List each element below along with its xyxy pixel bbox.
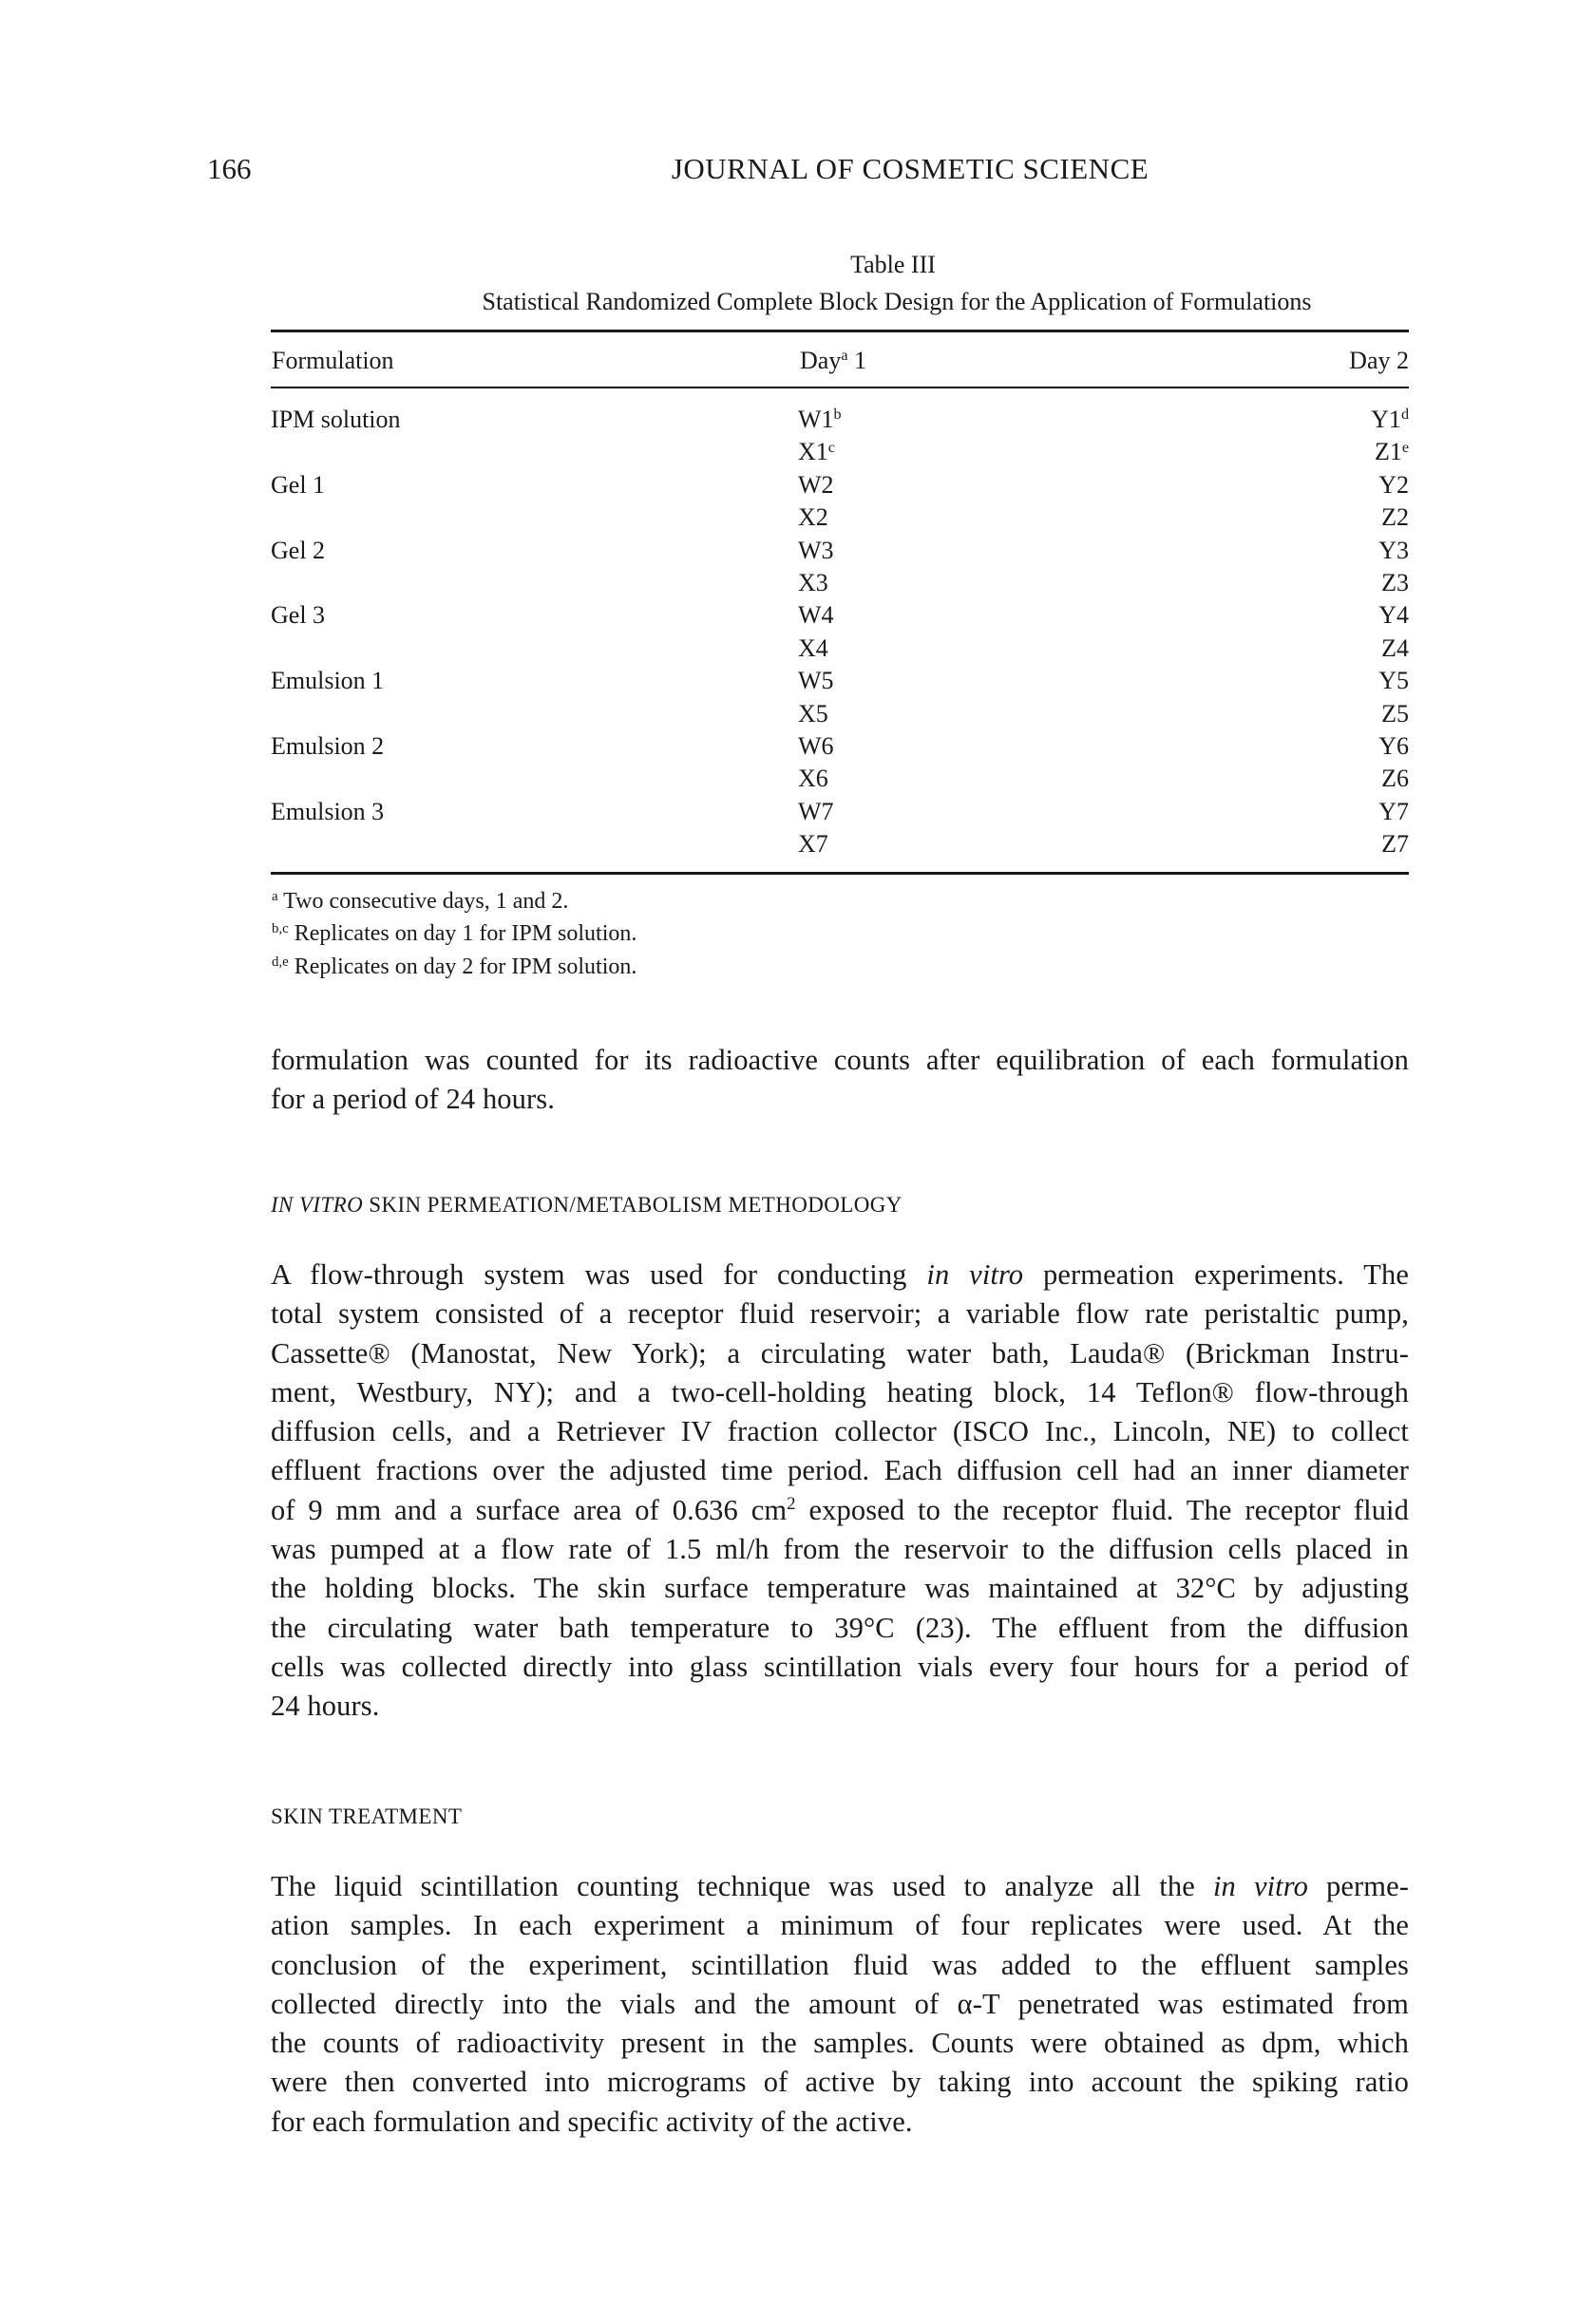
table-row — [271, 535, 1409, 567]
cell-day2: Z7 — [1381, 830, 1409, 859]
cell-day1: W6 — [798, 731, 834, 760]
table-row — [271, 501, 1409, 534]
table-row — [271, 469, 1409, 501]
cell-formulation: Gel 3 — [271, 601, 326, 630]
footnote-mark-a: a — [841, 348, 848, 365]
cell-day1: X1$^c$ — [798, 438, 835, 466]
cell-day1: X3 — [798, 568, 828, 596]
table-footnote-a: $^a$ Two consecutive days, 1 and 2. — [272, 888, 569, 914]
table-row — [271, 633, 1409, 665]
cell-day2: Z4 — [1381, 633, 1409, 662]
cell-day1: W4 — [798, 601, 834, 630]
cell-day2: Z5 — [1381, 699, 1409, 727]
table-caption-text: Statistical Randomized Complete Block Design for the Application of Formulations — [482, 288, 1312, 315]
cell-day2: Z1e — [1374, 438, 1409, 466]
cell-day1: X2 — [798, 503, 828, 532]
table-row — [271, 828, 1409, 860]
cell-formulation: Gel 2 — [271, 536, 326, 564]
running-head — [0, 152, 1596, 186]
table-row — [271, 665, 1409, 697]
table-header-rule — [271, 387, 1409, 388]
table-bottom-rule — [271, 872, 1409, 875]
table-footnote-de: $^{d,e}$ Replicates on day 2 for IPM solution. — [272, 954, 637, 979]
table-row — [271, 567, 1409, 599]
column-header-day1 — [800, 347, 866, 375]
cell-day1: W1$^b$ — [798, 406, 842, 433]
paragraph-skin-treatment: The liquid scintillation counting technique was used to analyze all the in vitro perme- ation samples. In each experiment a minimum of four replicates were used. At the conclusion of the experiment, scintillation fluid was added to the effluent samples collected directly into the vials and the amount of α-T penetrated was estimated from the counts of radioactivity present in the samples. Counts were obtained as dpm, which were then converted into micrograms of active by taking into account the spiking ratio for each formulation and specific activity of the active. — [271, 1870, 1410, 2138]
cell-day2: Z2 — [1381, 503, 1409, 532]
cell-formulation: Emulsion 1 — [271, 667, 385, 695]
table-row — [271, 404, 1409, 436]
section-heading-skin-treatment: SKIN TREATMENT — [271, 1804, 463, 1828]
cell-day1: X6 — [798, 765, 828, 793]
table-row — [271, 599, 1409, 632]
cell-formulation: IPM solution — [271, 406, 401, 433]
cell-formulation: Emulsion 2 — [271, 731, 385, 760]
section-heading-in-vitro-methodology: IN VITRO SKIN PERMEATION/METABOLISM METHODOLOGY — [271, 1193, 902, 1217]
cell-day1: X5 — [798, 699, 828, 727]
cell-day1: W2 — [798, 470, 834, 499]
table-footnote-bc: $^{b,c}$ Replicates on day 1 for IPM solution. — [272, 920, 637, 946]
paragraph-continuation: formulation was counted for its radioactive counts after equilibration of each formulation for a period of 24 hours. — [271, 1044, 1409, 1116]
page-number: 166 — [207, 152, 252, 185]
cell-day2: Y5 — [1378, 667, 1409, 695]
cell-day2: Y1$^d$ — [1371, 406, 1409, 433]
column-header-day2: Day 2 — [1349, 347, 1409, 374]
cell-day1: W3 — [798, 536, 834, 564]
cell-day1: W5 — [798, 667, 834, 695]
journal-title: JOURNAL OF COSMETIC SCIENCE — [671, 152, 1150, 185]
cell-day2: Y6 — [1378, 731, 1409, 760]
table-row — [271, 796, 1409, 828]
column-header-formulation: Formulation — [272, 347, 394, 374]
table-row — [271, 730, 1409, 763]
day1-label: Day — [800, 347, 842, 374]
cell-day1: W7 — [798, 797, 834, 825]
day1-number: 1 — [847, 347, 866, 374]
table-caption — [0, 288, 1596, 316]
cell-formulation: Emulsion 3 — [271, 797, 385, 825]
cell-day1: X7 — [798, 830, 828, 859]
table-body — [271, 404, 1409, 860]
table-row — [271, 436, 1409, 468]
table-label — [0, 251, 1596, 279]
cell-formulation: Gel 1 — [271, 470, 326, 499]
cell-day2: Z6 — [1381, 765, 1409, 793]
cell-day2: Y2 — [1378, 470, 1409, 499]
cell-day2: Z3 — [1381, 568, 1409, 596]
cell-day2: Y7 — [1378, 797, 1409, 825]
paragraph-methodology: A flow-through system was used for conducting in vitro permeation experiments. The total system consisted of a receptor fluid reservoir; a variable flow rate peristaltic pump, Cassette® (Manostat, New York); a circulating water bath, Lauda® (Brickman Instru- ment, Westbury, NY); and a two-cell-holding heating block, 14 Teflon® flow-through diffusion cells, and a Retriever IV fraction collector (ISCO Inc., Lincoln, NE) to collect effluent fractions over the adjusted time period. Each diffusion cell had an inner diameter of 9 mm and a surface area of 0.636 $cm^2$ exposed to the receptor fluid. The receptor fluid was pumped at a flow rate of 1.5 ml/h from the reservoir to the diffusion cells placed in the holding blocks. The skin surface temperature was maintained at 32°C by adjusting the circulating water bath temperature to 39°C (23). The effluent from the diffusion cells was collected directly into glass scintillation vials every four hours for a period of 24 hours. — [271, 1258, 1409, 1723]
table-row — [271, 698, 1409, 730]
cell-day1: X4 — [798, 633, 828, 662]
table-label-text: Table III — [850, 251, 936, 278]
cell-day2: Y3 — [1378, 536, 1409, 564]
table-row — [271, 763, 1409, 795]
cell-day2: Y4 — [1378, 601, 1409, 630]
table-top-rule — [271, 330, 1409, 332]
